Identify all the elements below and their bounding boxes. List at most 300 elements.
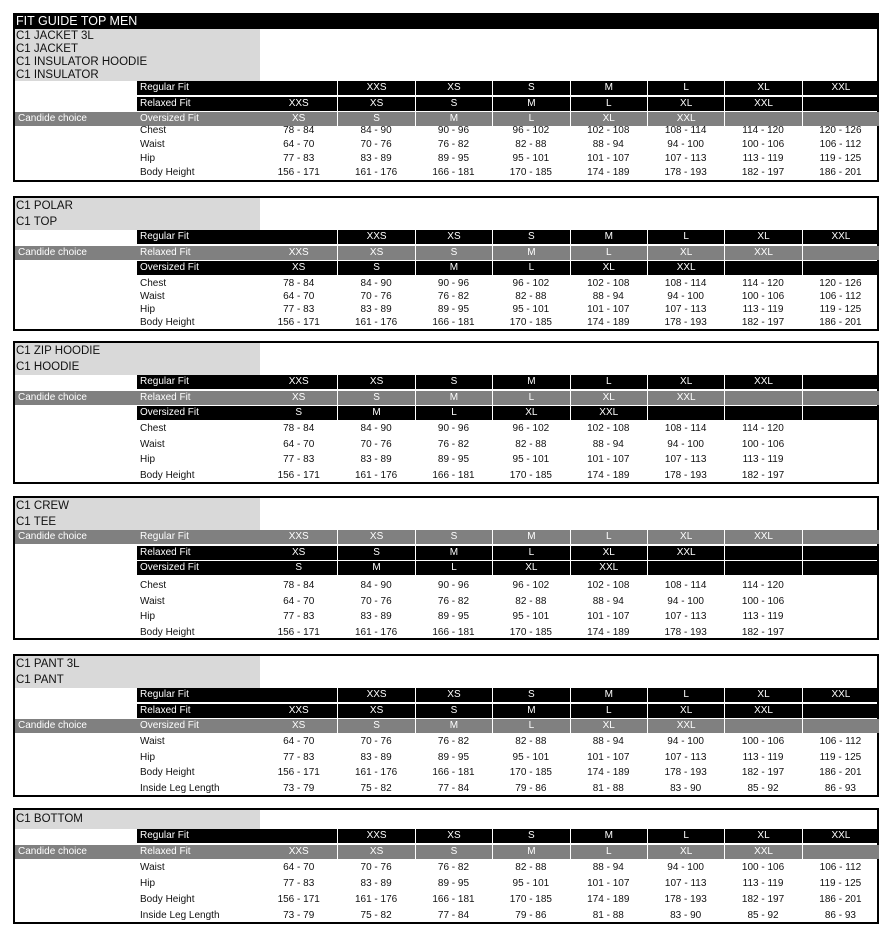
- fit-size-cells: [260, 845, 879, 859]
- size-cell: XS: [260, 546, 337, 560]
- measurement-value: 89 - 95: [437, 153, 470, 164]
- fit-size-cells: [260, 719, 879, 733]
- measurement-value: 82 - 88: [515, 139, 547, 150]
- size-cell: M: [492, 704, 569, 718]
- product-block: [13, 808, 879, 924]
- measurement-row: [15, 610, 877, 624]
- product-name: C1 HOODIE: [16, 361, 80, 373]
- size-cell: [802, 406, 879, 420]
- measurement-label: Hip: [140, 304, 156, 315]
- fit-label: Oversized Fit: [137, 406, 260, 420]
- measurement-row: [15, 166, 877, 180]
- fit-size-cells: [260, 561, 879, 575]
- size-cell: XS: [337, 246, 414, 260]
- size-cell: XS: [260, 391, 337, 405]
- size-cell: XS: [415, 829, 492, 843]
- measurement-cells: [260, 626, 879, 640]
- fit-label: Relaxed Fit: [137, 546, 260, 560]
- measurement-value: 64 - 70: [283, 438, 315, 450]
- measurement-value: 76 - 82: [437, 595, 470, 607]
- size-cell: [802, 530, 879, 544]
- measurement-value: 108 - 114: [664, 125, 707, 136]
- fit-size-cells: [260, 406, 879, 420]
- measurement-value: 94 - 100: [667, 595, 704, 607]
- measurement-value: 114 - 120: [742, 423, 784, 434]
- measurement-label: Waist: [140, 139, 165, 150]
- measurement-label: Body Height: [140, 767, 195, 778]
- measurement-value: 90 - 96: [437, 125, 470, 136]
- product-names: [15, 656, 260, 688]
- fit-label: Oversized Fit: [137, 261, 260, 275]
- measurement-cells: [260, 152, 879, 166]
- size-cell: L: [570, 375, 647, 389]
- measurement-value: 84 - 90: [360, 423, 392, 434]
- fit-size-cells: [260, 97, 879, 111]
- fit-size-cells: [260, 829, 879, 843]
- fit-size-cells: [260, 546, 879, 560]
- measurement-value: 89 - 95: [437, 878, 470, 889]
- product-name: C1 BOTTOM: [16, 813, 83, 825]
- measurement-value: 83 - 89: [360, 611, 392, 622]
- measurement-value: 186 - 201: [819, 167, 862, 178]
- measurement-value: 86 - 93: [824, 910, 856, 921]
- measurement-value: 101 - 107: [587, 878, 630, 889]
- size-cell: [260, 829, 337, 843]
- measurement-value: 170 - 185: [509, 626, 552, 638]
- measurement-value: 166 - 181: [432, 626, 475, 638]
- size-cell: S: [415, 246, 492, 260]
- measurement-label: Hip: [140, 878, 156, 889]
- measurement-value: 174 - 189: [587, 626, 630, 638]
- fit-row: [15, 530, 877, 544]
- measurement-value: 100 - 106: [741, 736, 785, 747]
- size-cell: XS: [260, 719, 337, 733]
- measurement-value: 178 - 193: [664, 317, 707, 328]
- fit-size-cells: [260, 530, 879, 544]
- measurement-value: 84 - 90: [360, 580, 392, 591]
- measurement-cells: [260, 893, 879, 907]
- size-cell: [802, 391, 879, 405]
- measurement-value: 94 - 100: [667, 139, 704, 150]
- measurement-value: 106 - 112: [819, 862, 862, 873]
- size-cell: [724, 719, 801, 733]
- measurement-value: 102 - 108: [587, 423, 630, 434]
- fit-row: [15, 81, 877, 95]
- measurement-value: 90 - 96: [437, 580, 470, 591]
- measurement-row: [15, 877, 877, 891]
- measurement-value: 85 - 92: [747, 910, 779, 921]
- measurement-value: 166 - 181: [432, 167, 475, 178]
- measurement-label: Inside Leg Length: [140, 910, 220, 921]
- size-cell: L: [492, 391, 569, 405]
- size-cell: XXL: [802, 81, 879, 95]
- measurement-row: [15, 303, 877, 317]
- size-cell: S: [492, 81, 569, 95]
- measurement-value: [802, 438, 879, 452]
- measurement-value: 88 - 94: [592, 862, 624, 873]
- size-cell: S: [337, 261, 414, 275]
- size-cell: [724, 261, 801, 275]
- measurement-value: 156 - 171: [277, 626, 320, 638]
- measurement-value: 95 - 101: [512, 751, 550, 763]
- candide-choice-label: Candide choice: [15, 530, 137, 544]
- size-cell: XXL: [724, 97, 801, 111]
- measurement-value: 107 - 113: [664, 153, 707, 164]
- measurement-value: 114 - 120: [742, 278, 784, 289]
- measurement-value: 101 - 107: [587, 611, 630, 622]
- measurement-value: 156 - 171: [277, 894, 320, 905]
- size-cell: S: [260, 561, 337, 575]
- measurement-value: 174 - 189: [587, 767, 630, 778]
- measurement-label: Body Height: [140, 317, 195, 328]
- product-name: C1 INSULATOR: [16, 69, 99, 81]
- measurement-row: [15, 595, 877, 609]
- measurement-value: 89 - 95: [437, 611, 470, 622]
- measurement-value: 174 - 189: [587, 894, 630, 905]
- measurement-cells: [260, 595, 879, 609]
- measurement-row: [15, 626, 877, 640]
- fit-size-cells: [260, 246, 879, 260]
- fit-row: [15, 261, 877, 275]
- candide-choice-label: Candide choice: [15, 719, 137, 733]
- measurement-value: 113 - 119: [742, 454, 784, 465]
- size-cell: [260, 81, 337, 95]
- measurement-value: 89 - 95: [437, 751, 470, 763]
- product-block: [13, 29, 879, 182]
- measurement-cells: [260, 166, 879, 180]
- measurement-cells: [260, 782, 879, 796]
- measurement-value: 96 - 102: [512, 278, 550, 289]
- size-cell: [647, 561, 724, 575]
- fit-size-cells: [260, 688, 879, 702]
- fit-label: Relaxed Fit: [137, 391, 260, 405]
- size-cell: XS: [415, 230, 492, 244]
- measurement-cells: [260, 735, 879, 749]
- measurement-value: 108 - 114: [664, 278, 707, 289]
- size-cell: S: [492, 829, 569, 843]
- measurement-value: 161 - 176: [354, 626, 398, 638]
- measurement-value: [802, 422, 879, 436]
- product-names: [15, 198, 260, 230]
- measurement-label: Chest: [140, 278, 167, 289]
- measurement-value: 76 - 82: [437, 139, 470, 150]
- size-cell: [802, 97, 879, 111]
- product-name: C1 PANT: [16, 674, 64, 686]
- measurement-cells: [260, 422, 879, 436]
- size-cell: [260, 688, 337, 702]
- size-cell: L: [492, 112, 569, 126]
- measurement-value: 75 - 82: [360, 910, 392, 921]
- measurement-value: 174 - 189: [587, 167, 630, 178]
- measurement-value: 186 - 201: [819, 767, 862, 778]
- size-cell: M: [415, 112, 492, 126]
- measurement-cells: [260, 138, 879, 152]
- fit-row: [15, 688, 877, 702]
- size-cell: XXS: [260, 97, 337, 111]
- size-cell: L: [492, 719, 569, 733]
- measurement-value: 106 - 112: [819, 291, 862, 302]
- fit-label: Oversized Fit: [137, 112, 260, 126]
- size-cell: XXL: [802, 829, 879, 843]
- measurement-cells: [260, 438, 879, 452]
- fit-size-cells: [260, 391, 879, 405]
- fit-label: Relaxed Fit: [137, 246, 260, 260]
- measurement-label: Hip: [140, 454, 156, 465]
- size-cell: M: [492, 845, 569, 859]
- measurement-value: 88 - 94: [592, 291, 624, 302]
- size-cell: XXL: [647, 391, 724, 405]
- measurement-value: 156 - 171: [277, 469, 320, 481]
- size-cell: XXL: [647, 112, 724, 126]
- measurement-value: 102 - 108: [587, 580, 630, 591]
- size-cell: XL: [570, 719, 647, 733]
- size-cell: XL: [570, 391, 647, 405]
- size-cell: [260, 230, 337, 244]
- measurement-value: 100 - 106: [741, 291, 785, 302]
- measurement-row: [15, 290, 877, 304]
- size-cell: L: [415, 406, 492, 420]
- measurement-row: [15, 277, 877, 291]
- measurement-value: 120 - 126: [819, 125, 862, 136]
- size-cell: [802, 704, 879, 718]
- measurement-value: 178 - 193: [664, 767, 707, 778]
- measurement-value: 101 - 107: [587, 454, 630, 465]
- measurement-value: 90 - 96: [437, 278, 470, 289]
- size-cell: M: [492, 375, 569, 389]
- size-cell: [724, 546, 801, 560]
- product-name: C1 INSULATOR HOODIE: [16, 56, 148, 68]
- measurement-cells: [260, 877, 879, 891]
- measurement-cells: [260, 277, 879, 291]
- measurement-value: 76 - 82: [437, 438, 470, 450]
- measurement-value: 161 - 176: [354, 767, 398, 778]
- measurement-value: 77 - 83: [283, 153, 315, 164]
- measurement-cells: [260, 751, 879, 765]
- size-cell: XS: [415, 81, 492, 95]
- size-cell: M: [415, 719, 492, 733]
- size-cell: XXS: [260, 246, 337, 260]
- size-cell: XS: [337, 97, 414, 111]
- measurement-value: 79 - 86: [515, 910, 547, 921]
- product-name: C1 PANT 3L: [16, 658, 80, 670]
- measurement-value: 94 - 100: [667, 736, 704, 747]
- size-cell: L: [570, 97, 647, 111]
- product-name: C1 TOP: [16, 216, 58, 228]
- fit-row: [15, 561, 877, 575]
- measurement-value: 102 - 108: [587, 125, 630, 136]
- measurement-value: 186 - 201: [819, 894, 862, 905]
- measurement-cells: [260, 469, 879, 483]
- measurement-value: 113 - 119: [742, 751, 784, 763]
- measurement-value: 174 - 189: [587, 469, 630, 481]
- size-cell: XL: [647, 246, 724, 260]
- size-cell: S: [415, 704, 492, 718]
- measurement-value: 170 - 185: [509, 167, 552, 178]
- measurement-value: 83 - 89: [360, 751, 392, 763]
- measurement-value: 107 - 113: [664, 611, 707, 622]
- measurement-value: 182 - 197: [741, 317, 785, 328]
- measurement-cells: [260, 303, 879, 317]
- size-cell: S: [415, 375, 492, 389]
- measurement-row: [15, 124, 877, 138]
- measurement-value: 82 - 88: [515, 438, 547, 450]
- measurement-value: 83 - 89: [360, 454, 392, 465]
- measurement-value: [802, 626, 879, 640]
- measurement-value: 83 - 89: [360, 304, 392, 315]
- product-names: [15, 498, 260, 530]
- size-cell: XS: [260, 112, 337, 126]
- size-cell: XXS: [337, 688, 414, 702]
- measurement-value: 96 - 102: [512, 423, 550, 434]
- measurement-label: Body Height: [140, 626, 195, 638]
- size-cell: XL: [724, 688, 801, 702]
- measurement-label: Chest: [140, 423, 167, 434]
- measurement-label: Hip: [140, 751, 156, 763]
- measurement-value: [802, 453, 879, 467]
- candide-choice-label: Candide choice: [15, 845, 137, 859]
- fit-label: Regular Fit: [137, 375, 260, 389]
- measurement-value: 89 - 95: [437, 304, 470, 315]
- measurement-value: 114 - 120: [742, 125, 784, 136]
- size-cell: XXS: [337, 230, 414, 244]
- measurement-value: 178 - 193: [664, 469, 707, 481]
- measurement-label: Hip: [140, 611, 156, 622]
- size-cell: S: [337, 719, 414, 733]
- measurement-value: 77 - 83: [283, 454, 315, 465]
- fit-row: [15, 845, 877, 859]
- fit-size-cells: [260, 230, 879, 244]
- size-cell: XS: [337, 704, 414, 718]
- measurement-value: 95 - 101: [512, 878, 550, 889]
- measurement-value: 77 - 83: [283, 751, 315, 763]
- product-names: [15, 29, 260, 81]
- size-cell: [802, 561, 879, 575]
- measurement-row: [15, 469, 877, 483]
- fit-row: [15, 375, 877, 389]
- measurement-row: [15, 138, 877, 152]
- measurement-value: 76 - 82: [437, 291, 470, 302]
- measurement-value: 107 - 113: [664, 304, 707, 315]
- measurement-label: Hip: [140, 153, 156, 164]
- measurement-value: 119 - 125: [819, 878, 862, 889]
- measurement-value: 186 - 201: [819, 317, 862, 328]
- measurement-value: 182 - 197: [741, 167, 785, 178]
- size-cell: S: [337, 112, 414, 126]
- measurement-value: 182 - 197: [741, 894, 785, 905]
- measurement-value: 107 - 113: [664, 878, 707, 889]
- measurement-label: Body Height: [140, 469, 195, 481]
- measurement-value: 120 - 126: [819, 278, 862, 289]
- measurement-value: 81 - 88: [592, 782, 624, 794]
- measurement-label: Waist: [140, 291, 165, 302]
- measurement-value: 182 - 197: [741, 767, 785, 778]
- size-cell: L: [570, 845, 647, 859]
- measurement-label: Waist: [140, 736, 165, 747]
- size-cell: XL: [647, 375, 724, 389]
- measurement-row: [15, 766, 877, 780]
- size-cell: M: [492, 530, 569, 544]
- product-name: C1 ZIP HOODIE: [16, 345, 101, 357]
- measurement-value: 70 - 76: [360, 595, 392, 607]
- size-cell: L: [570, 704, 647, 718]
- product-name: C1 JACKET 3L: [16, 30, 94, 42]
- measurement-value: 86 - 93: [824, 782, 856, 794]
- size-cell: XXL: [570, 561, 647, 575]
- fit-label: Oversized Fit: [137, 719, 260, 733]
- size-cell: L: [570, 246, 647, 260]
- measurement-value: 166 - 181: [432, 469, 475, 481]
- size-cell: XL: [570, 112, 647, 126]
- measurement-value: 170 - 185: [509, 767, 552, 778]
- measurement-value: [802, 610, 879, 624]
- measurement-row: [15, 453, 877, 467]
- measurement-value: 96 - 102: [512, 580, 550, 591]
- measurement-cells: [260, 909, 879, 923]
- measurement-value: 70 - 76: [360, 862, 392, 873]
- size-cell: M: [415, 391, 492, 405]
- measurement-value: 84 - 90: [360, 278, 392, 289]
- measurement-value: 100 - 106: [741, 438, 785, 450]
- candide-choice-label: Candide choice: [15, 391, 137, 405]
- measurement-value: 78 - 84: [283, 423, 315, 434]
- size-cell: M: [570, 230, 647, 244]
- measurement-value: 88 - 94: [592, 438, 624, 450]
- measurement-value: 108 - 114: [664, 423, 707, 434]
- fit-row: [15, 546, 877, 560]
- fit-label: Oversized Fit: [137, 561, 260, 575]
- page-title: FIT GUIDE TOP MEN: [13, 13, 879, 29]
- measurement-value: 64 - 70: [283, 139, 315, 150]
- size-cell: XXL: [647, 719, 724, 733]
- measurement-value: 81 - 88: [592, 910, 624, 921]
- size-cell: M: [570, 829, 647, 843]
- size-cell: L: [570, 530, 647, 544]
- measurement-value: 107 - 113: [664, 751, 707, 763]
- measurement-value: 174 - 189: [587, 317, 630, 328]
- measurement-value: 64 - 70: [283, 595, 315, 607]
- measurement-value: 170 - 185: [509, 317, 552, 328]
- measurement-value: 107 - 113: [664, 454, 707, 465]
- fit-size-cells: [260, 375, 879, 389]
- size-cell: XS: [337, 530, 414, 544]
- measurement-row: [15, 893, 877, 907]
- measurement-value: 119 - 125: [819, 153, 862, 164]
- measurement-value: 178 - 193: [664, 894, 707, 905]
- measurement-value: 82 - 88: [515, 595, 547, 607]
- measurement-value: 94 - 100: [667, 862, 704, 873]
- measurement-row: [15, 438, 877, 452]
- measurement-value: 78 - 84: [283, 580, 315, 591]
- measurement-row: [15, 751, 877, 765]
- fit-label: Regular Fit: [137, 829, 260, 843]
- fit-label: Relaxed Fit: [137, 845, 260, 859]
- measurement-value: 88 - 94: [592, 595, 624, 607]
- measurement-value: 161 - 176: [354, 469, 398, 481]
- size-cell: M: [570, 688, 647, 702]
- measurement-value: 85 - 92: [747, 782, 779, 794]
- measurement-value: 70 - 76: [360, 736, 392, 747]
- size-cell: XXL: [724, 246, 801, 260]
- candide-choice-label: Candide choice: [15, 112, 137, 126]
- measurement-label: Inside Leg Length: [140, 782, 220, 794]
- measurement-label: Waist: [140, 438, 165, 450]
- size-cell: XXL: [802, 230, 879, 244]
- measurement-cells: [260, 766, 879, 780]
- measurement-value: 70 - 76: [360, 139, 392, 150]
- measurement-value: 77 - 84: [437, 910, 470, 921]
- measurement-value: 89 - 95: [437, 454, 470, 465]
- measurement-value: 166 - 181: [432, 317, 475, 328]
